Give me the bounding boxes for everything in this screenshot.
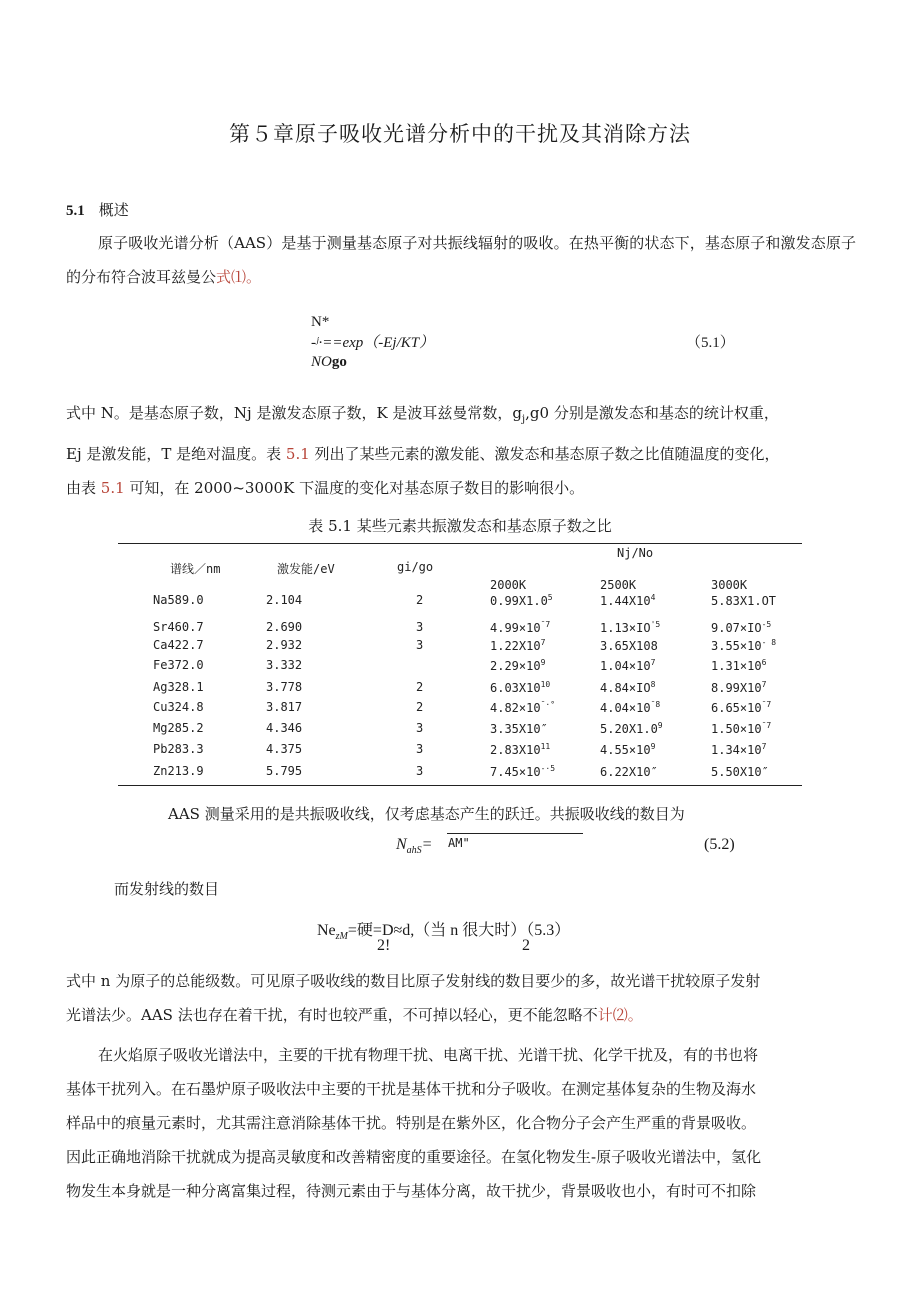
chapter-title: 第５章原子吸收光谱分析中的干扰及其消除方法 — [229, 122, 691, 146]
table-header-energy: 激发能/eV — [277, 562, 335, 576]
eq1-denominator: NOgo — [311, 354, 347, 370]
table-cell-line: Ag328.1 — [153, 680, 204, 694]
eq1-number: （5.1） — [686, 335, 735, 351]
table-cell-g: 2 — [416, 593, 424, 607]
paragraph-resonance: AAS 测量采用的是共振吸收线，仅考虑基态产生的跃迁。共振吸收线的数目为 — [168, 805, 685, 823]
eq1-numerator: N* — [311, 314, 330, 330]
table-cell-t1: $2.29\times 10^9$ — [490, 658, 546, 673]
table-cell-t2: 6.22X10″ — [600, 765, 658, 779]
table-cell-t1: $4.99\times 10^{ˉ7}$ — [490, 620, 551, 635]
table-cell-line: Cu324.8 — [153, 700, 204, 714]
table-ref-1: 5.1 — [285, 445, 310, 463]
table-cell-t3: $3.55\times 10^{- 8}$ — [711, 638, 777, 653]
paragraph-interference: 在火焰原子吸收光谱法中，主要的干扰有物理干扰、电离干扰、光谱干扰、化学干扰及，有的书也将 基体干扰列入。在石墨炉原子吸收法中主要的干扰是基体干扰和分子吸收。在测定基体复杂的生物及海水 样品中的痕量元素时，尤其需注意消除基体干扰。特别是在紫外区，化合物分子会产生严重的背景吸收。 因此正确地消除干扰就成为提高灵敏度和改善精密度的重要途径。在氢化物发生-原子吸收光谱法中，氢化 物发生本身就是一种分离富集过程，待测元素由于与基体分离，故干扰少，背景吸收也小，有时可不扣除 — [66, 1046, 762, 1200]
table-cell-energy: 3.332 — [266, 658, 303, 672]
table-cell-energy: 4.375 — [266, 742, 303, 756]
table-cell-t1: $2.83X10^{11}$ — [490, 742, 551, 757]
table-cell-energy: 5.795 — [266, 764, 303, 778]
table-cell-line: Na589.0 — [153, 593, 204, 607]
paragraph-emission: 而发射线的数目 — [114, 880, 220, 898]
eq2-number: (5.2) — [704, 836, 735, 853]
table-cell-g: 3 — [416, 721, 424, 735]
table-cell-t1: $0.99X1.0^5$ — [490, 593, 553, 608]
eq2-fraction: AM" — [448, 836, 470, 850]
table-cell-t2: $1.13\times IO^{'5}$ — [600, 620, 661, 635]
table-cell-energy: 3.817 — [266, 700, 303, 714]
eq3-main: $Ne_{zM}=$硬=D≈d,（当 n 很大时）（5.3） — [317, 922, 571, 943]
table-cell-energy: 2.690 — [266, 620, 303, 634]
table-cell-t3: $1.31\times 10^6$ — [711, 658, 767, 673]
table-cell-energy: 2.104 — [266, 593, 303, 607]
table-cell-t3: $8.99X10^7$ — [711, 680, 767, 695]
table-cell-t2: 3.65X108 — [600, 639, 658, 653]
table-cell-t1: $7.45\times 10^{-\cdot 5}$ — [490, 764, 556, 779]
table-cell-line: Fe372.0 — [153, 658, 204, 672]
table-cell-t3: $9.07\times IO^{-5}$ — [711, 620, 772, 635]
table-cell-g: 3 — [416, 764, 424, 778]
table-caption: 表 5.1 某些元素共振激发态和基态原子数之比 — [308, 517, 612, 535]
table-header-2000k: 2000K — [490, 578, 527, 592]
table-cell-t2: $1.04\times 10^7$ — [600, 658, 656, 673]
table-header-2500k: 2500K — [600, 578, 637, 592]
table-cell-t3: 5.50X10″ — [711, 765, 769, 779]
table-cell-t2: $4.04\times 10^{ˉ8}$ — [600, 700, 661, 715]
citation-1: 式⑴。 — [216, 268, 262, 286]
table-cell-g: 2 — [416, 700, 424, 714]
table-cell-g: 3 — [416, 638, 424, 652]
table-cell-energy: 2.932 — [266, 638, 303, 652]
section-number: 5.1 — [66, 203, 85, 219]
eq2-overline — [447, 833, 583, 834]
citation-2: 计⑵。 — [597, 1006, 643, 1024]
table-cell-energy: 4.346 — [266, 721, 303, 735]
eq2-lhs: $N_{ahS}=$ — [396, 836, 433, 857]
table-header-g: gi/go — [397, 560, 434, 574]
table-header-line: 谱线／nm — [170, 562, 221, 576]
table-cell-t1: $4.82\times 10^{ˉ\cdot^\circ}$ — [490, 700, 556, 715]
table-header-3000k: 3000K — [711, 578, 748, 592]
table-cell-g: 3 — [416, 620, 424, 634]
table-cell-line: Mg285.2 — [153, 721, 204, 735]
table-cell-line: Ca422.7 — [153, 638, 204, 652]
paragraph-intro-text: 原子吸收光谱分析（AAS）是基于测量基态原子对共振线辐射的吸收。在热平衡的状态下，基态原子和激发态原子的分布符合波耳兹曼公 — [66, 234, 856, 286]
table-cell-t3: $1.50\times 10^{ˉ7}$ — [711, 721, 772, 736]
table-cell-line: Zn213.9 — [153, 764, 204, 778]
eq3-denominator-1: 2! — [377, 937, 391, 954]
paragraph-definitions: 式中 N。是基态原子数，Nj 是激发态原子数，K 是波耳兹曼常数，$g_j,g0$ 分别是激发态和基态的统计权重， Ej 是激发能，T 是绝对温度。表 5.1 列出了某些元素的激发能、激发态和基态原子数之比值随温度的变化， 由表 5.1 可知，在 2000~3000K 下温度的变化对基态原子数目的影响很小。 — [66, 404, 780, 497]
table-cell-t1: $6.03X10^{10}$ — [490, 680, 551, 695]
table-cell-g: 3 — [416, 742, 424, 756]
table-cell-energy: 3.778 — [266, 680, 303, 694]
table-cell-t2: $1.44X10^4$ — [600, 593, 656, 608]
table-cell-t2: $5.20X1.0^9$ — [600, 721, 663, 736]
table-ref-2: 5.1 — [100, 479, 125, 497]
table-header-group: Nj/No — [617, 546, 654, 560]
table-cell-line: Sr460.7 — [153, 620, 204, 634]
table-cell-t2: $4.84\times IO^8$ — [600, 680, 656, 695]
table-cell-t1: $1.22X10^7$ — [490, 638, 546, 653]
table-cell-t2: $4.55\times 10^9$ — [600, 742, 656, 757]
table-cell-t1: 3.35X10″ — [490, 722, 548, 736]
eq1-body: -ʲ·==exp（-Ej/KT） — [311, 335, 435, 351]
eq3-denominator-2: 2 — [522, 937, 530, 954]
table-cell-t3: $6.65\times 10^{ˉ7}$ — [711, 700, 772, 715]
table-cell-t3: $1.34\times 10^7$ — [711, 742, 767, 757]
table-cell-t3: 5.83X1.OT — [711, 594, 777, 608]
section-title: 概述 — [98, 201, 129, 219]
paragraph-spectral: 式中 n 为原子的总能级数。可见原子吸收线的数目比原子发射线的数目要少的多，故光谱干扰较原子发射 光谱法少。AAS 法也存在着干扰，有时也较严重，不可掉以轻心，更不能忽略不计⑵。 — [66, 972, 761, 1024]
table-cell-g: 2 — [416, 680, 424, 694]
table-cell-line: Pb283.3 — [153, 742, 204, 756]
